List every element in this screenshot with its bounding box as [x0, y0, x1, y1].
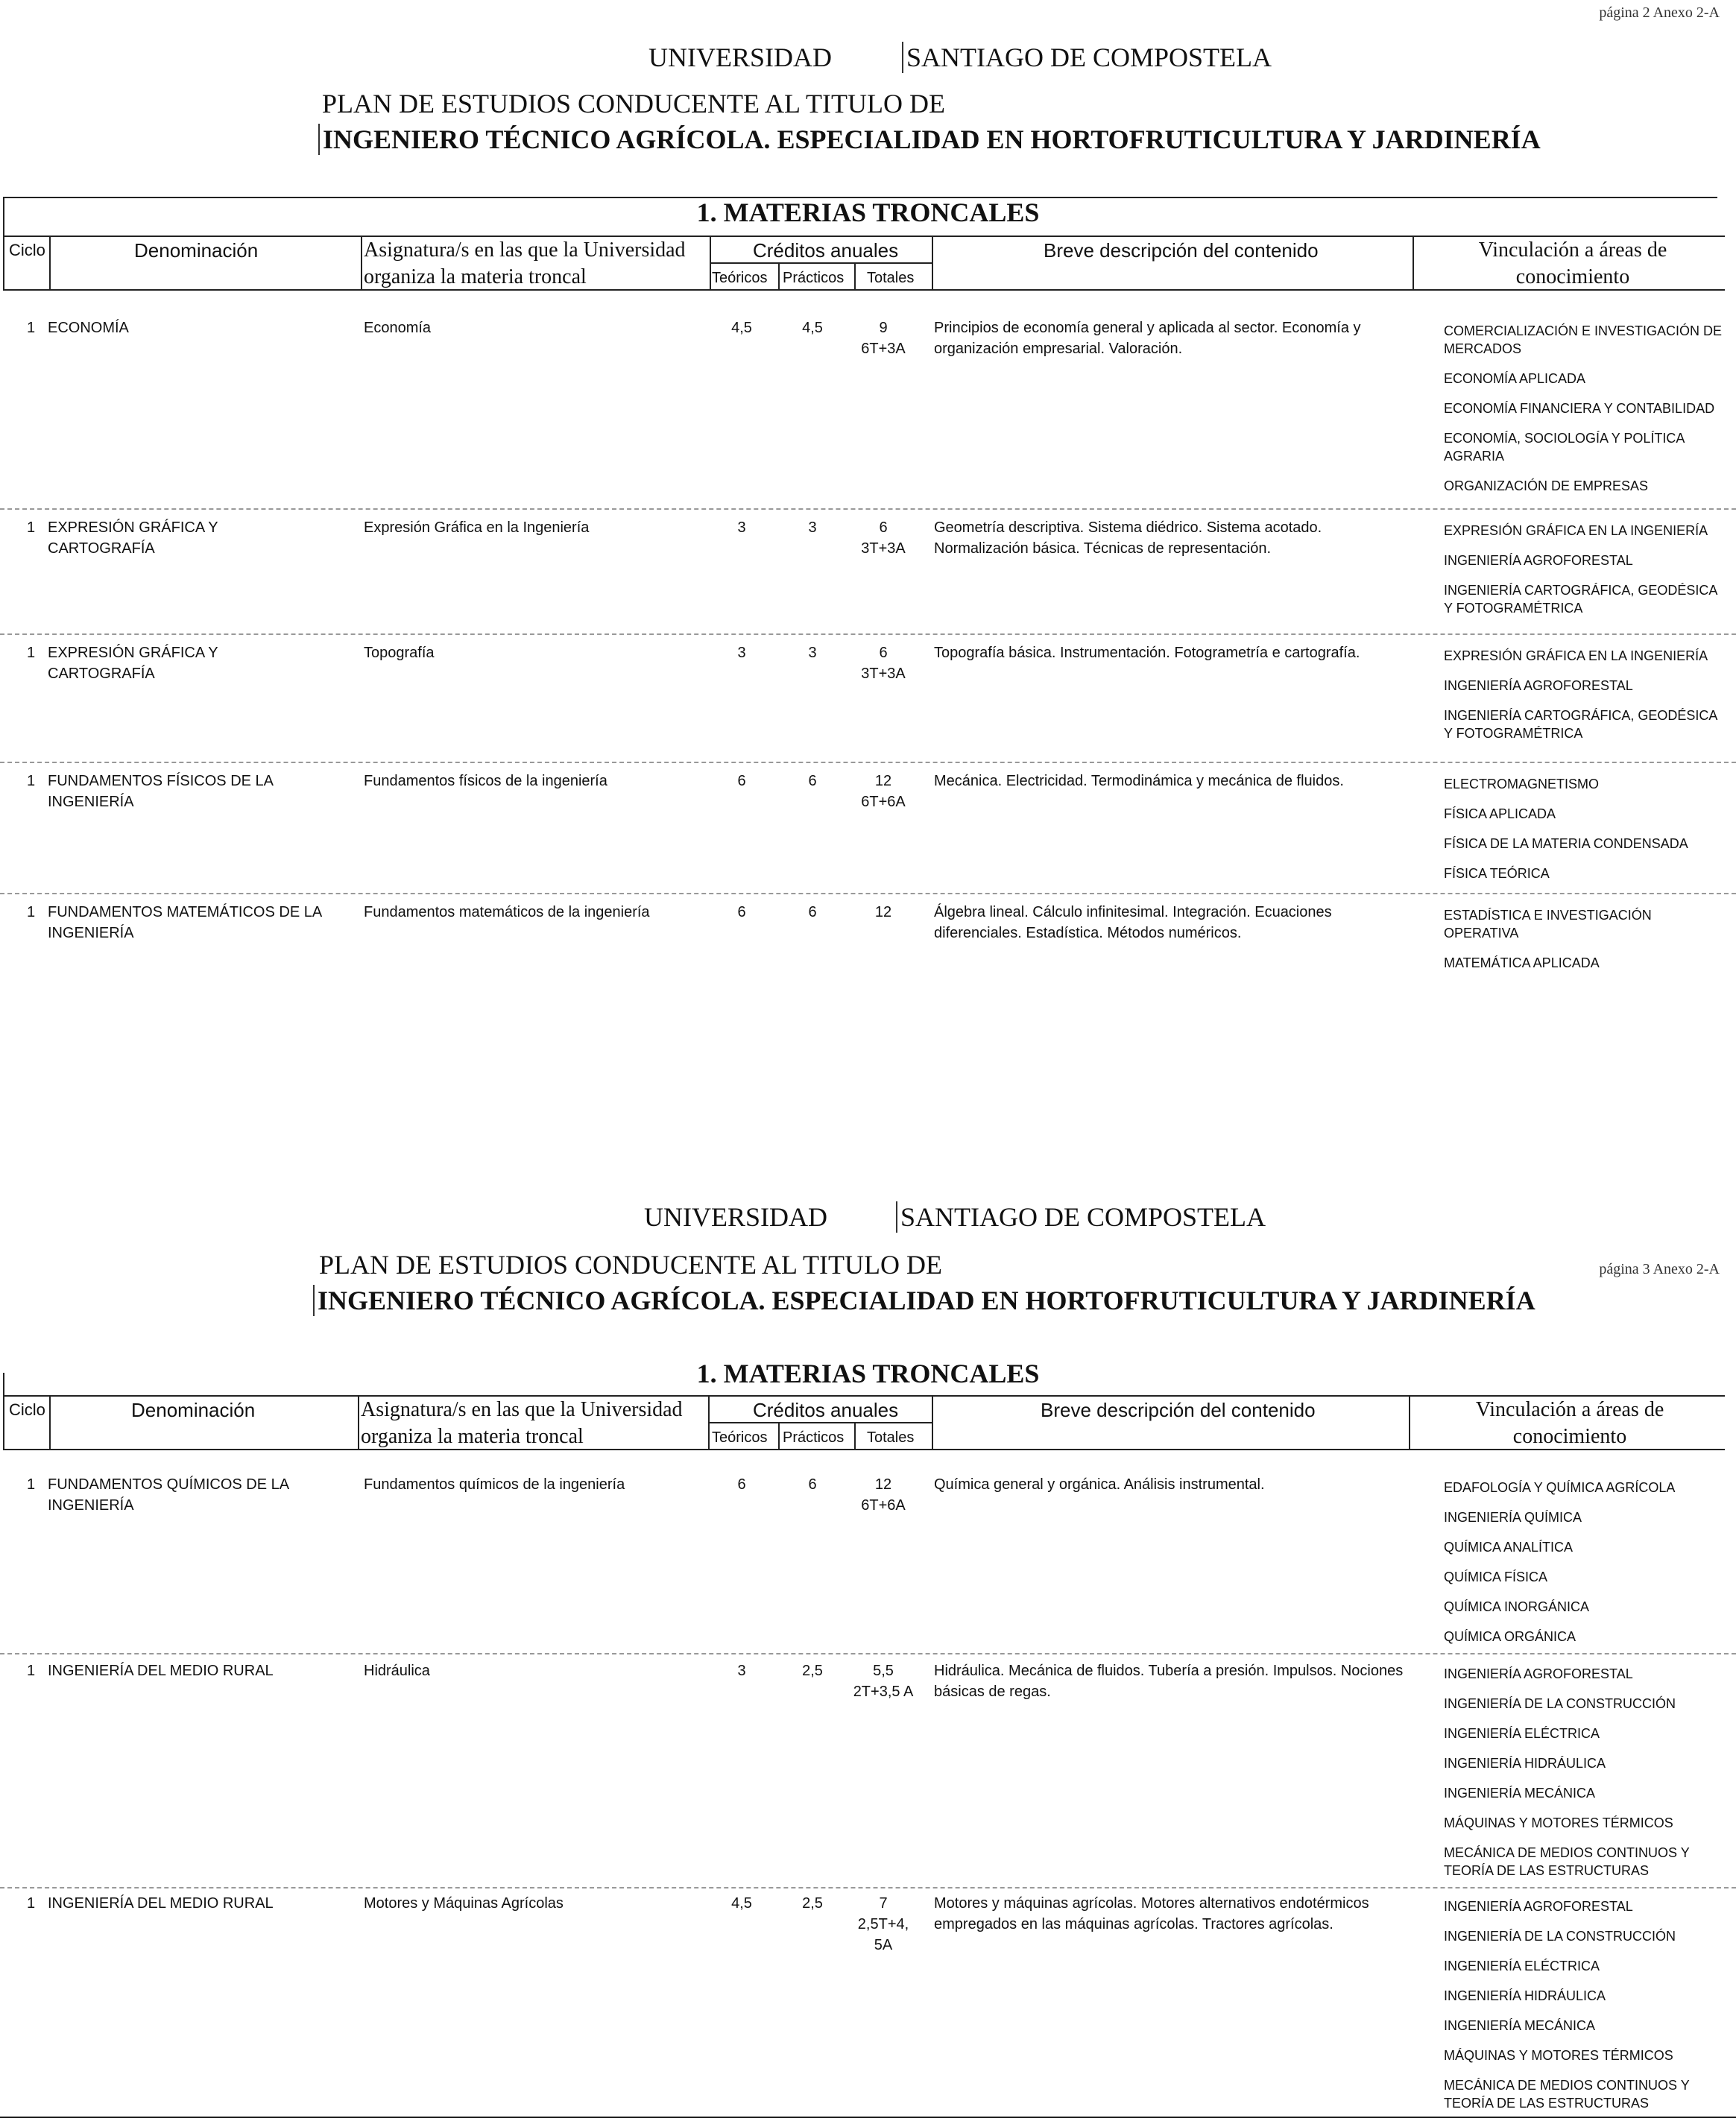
cell-areas: [1444, 322, 1727, 507]
university-label: UNIVERSIDAD: [648, 42, 832, 72]
cell-asignatura: Fundamentos físicos de la ingeniería: [364, 773, 607, 789]
col-divider: [358, 1395, 359, 1449]
cell-denominacion: INGENIERÍA DEL MEDIO RURAL: [48, 1895, 274, 1912]
area-item: COMERCIALIZACIÓN E INVESTIGACIÓN DE MERCADOS: [1444, 323, 1723, 356]
table-left-border: [3, 1373, 4, 1449]
col-divider: [932, 236, 933, 289]
page-label: página 3 Anexo 2-A: [1599, 1261, 1720, 1277]
area-item: INGENIERÍA HIDRÁULICA: [1444, 1988, 1606, 2003]
cell-descripcion: Hidráulica. Mecánica de fluidos. Tubería a presión. Impulsos. Nociones básicas de regas.: [934, 1663, 1404, 1700]
col-divider: [778, 1422, 780, 1449]
area-item: ECONOMÍA FINANCIERA Y CONTABILIDAD: [1444, 401, 1715, 416]
header-asignatura: Asignatura/s en las que la Universidad organiza la materia troncal: [361, 1398, 683, 1448]
table-top-border: [3, 197, 1717, 198]
header-practicos: Prácticos: [783, 270, 845, 286]
header-teoricos: Teóricos: [712, 1429, 768, 1446]
area-item: ELECTROMAGNETISMO: [1444, 777, 1600, 791]
area-item: FÍSICA APLICADA: [1444, 806, 1556, 821]
cell-areas: [1444, 775, 1727, 894]
area-item: INGENIERÍA AGROFORESTAL: [1444, 1899, 1633, 1914]
col-divider: [49, 1395, 51, 1449]
area-item: QUÍMICA FÍSICA: [1444, 1570, 1548, 1584]
cell-descripcion: Geometría descriptiva. Sistema diédrico. Sistema acotado. Normalización básica. Técnicas de representación.: [934, 519, 1322, 557]
area-item: MÁQUINAS Y MOTORES TÉRMICOS: [1444, 1815, 1673, 1830]
row-separator: [0, 1887, 1736, 1888]
cell-ciclo: 1: [27, 904, 36, 920]
area-item: INGENIERÍA AGROFORESTAL: [1444, 1666, 1633, 1681]
cell-totales: 12: [874, 904, 892, 920]
area-item: INGENIERÍA AGROFORESTAL: [1444, 678, 1633, 693]
area-item: MÁQUINAS Y MOTORES TÉRMICOS: [1444, 2048, 1673, 2063]
area-item: QUÍMICA ANALÍTICA: [1444, 1540, 1574, 1555]
area-item: EXPRESIÓN GRÁFICA EN LA INGENIERÍA: [1444, 523, 1708, 538]
page-bottom-border: [0, 2117, 1736, 2118]
university-label: UNIVERSIDAD: [644, 1202, 827, 1232]
area-item: INGENIERÍA HIDRÁULICA: [1444, 1756, 1606, 1771]
cell-asignatura: Hidráulica: [364, 1663, 430, 1679]
area-item: QUÍMICA INORGÁNICA: [1444, 1599, 1590, 1614]
area-item: ECONOMÍA, SOCIOLOGÍA Y POLÍTICA AGRARIA: [1444, 431, 1685, 464]
area-item: INGENIERÍA DE LA CONSTRUCCIÓN: [1444, 1696, 1676, 1711]
cell-totales: 9: [879, 320, 888, 336]
cell-areas: [1444, 906, 1727, 984]
header-totales: Totales: [867, 270, 915, 286]
area-item: INGENIERÍA MECÁNICA: [1444, 2018, 1596, 2033]
cell-totales-detalle: 6T+6A: [861, 1497, 906, 1514]
cell-totales: 12: [874, 773, 892, 789]
area-item: ECONOMÍA APLICADA: [1444, 371, 1586, 386]
cell-totales-detalle: 3T+3A: [861, 666, 906, 682]
cell-practicos: 3: [808, 519, 817, 536]
cell-totales: 5,5: [873, 1663, 894, 1679]
header-vinculacion: Vinculación a áreas de conocimiento: [1475, 1398, 1664, 1448]
row-separator: [0, 633, 1736, 635]
area-item: INGENIERÍA QUÍMICA: [1444, 1510, 1582, 1525]
cell-denominacion: EXPRESIÓN GRÁFICA Y CARTOGRAFÍA: [48, 519, 218, 557]
cell-teoricos: 6: [737, 773, 746, 789]
header-ciclo: Ciclo: [9, 1400, 45, 1419]
header-denominacion: Denominación: [134, 239, 259, 262]
header-ciclo: Ciclo: [9, 241, 45, 259]
cell-denominacion: FUNDAMENTOS FÍSICOS DE LA INGENIERÍA: [48, 773, 273, 810]
cell-ciclo: 1: [27, 1895, 36, 1912]
cell-totales-detalle: 6T+6A: [861, 794, 906, 810]
row-separator: [0, 1653, 1736, 1654]
cell-areas: [1444, 1665, 1727, 1891]
cell-asignatura: Expresión Gráfica en la Ingeniería: [364, 519, 590, 536]
cell-asignatura: Fundamentos matemáticos de la ingeniería: [364, 904, 650, 920]
cell-areas: [1444, 1897, 1727, 2124]
degree-title: INGENIERO TÉCNICO AGRÍCOLA. ESPECIALIDAD EN HORTOFRUTICULTURA Y JARDINERÍA: [313, 1285, 1535, 1316]
cell-denominacion: FUNDAMENTOS MATEMÁTICOS DE LA INGENIERÍA: [48, 904, 322, 941]
col-divider: [932, 1395, 933, 1449]
cell-totales: 12: [874, 1476, 892, 1493]
cell-descripcion: Motores y máquinas agrícolas. Motores alternativos endotérmicos empregados en las máquinas agrícolas. Tractores agrícolas.: [934, 1895, 1369, 1932]
col-divider: [1413, 236, 1414, 289]
table-left-border: [3, 197, 4, 289]
header-creditos: Créditos anuales: [753, 239, 899, 262]
cell-descripcion: Álgebra lineal. Cálculo infinitesimal. Integración. Ecuaciones diferenciales. Estadística. Métodos numéricos.: [934, 904, 1332, 941]
cell-teoricos: 3: [737, 645, 746, 661]
cell-teoricos: 4,5: [731, 1895, 752, 1912]
area-item: QUÍMICA ORGÁNICA: [1444, 1629, 1576, 1644]
row-separator: [0, 893, 1736, 894]
area-item: ORGANIZACIÓN DE EMPRESAS: [1444, 478, 1649, 493]
area-item: FÍSICA DE LA MATERIA CONDENSADA: [1444, 836, 1688, 851]
cell-descripcion: Mecánica. Electricidad. Termodinámica y mecánica de fluidos.: [934, 773, 1344, 789]
cell-ciclo: 1: [27, 320, 36, 336]
cell-ciclo: 1: [27, 645, 36, 661]
cell-teoricos: 6: [737, 904, 746, 920]
area-item: INGENIERÍA DE LA CONSTRUCCIÓN: [1444, 1929, 1676, 1944]
cell-practicos: 6: [808, 1476, 817, 1493]
cell-totales-detalle: 2T+3,5 A: [853, 1684, 914, 1700]
cell-descripcion: Principios de economía general y aplicada al sector. Economía y organización empresarial. Valoración.: [934, 320, 1361, 357]
cell-ciclo: 1: [27, 1663, 36, 1679]
row-separator: [0, 508, 1736, 510]
area-item: ESTADÍSTICA E INVESTIGACIÓN OPERATIVA: [1444, 908, 1652, 941]
cell-totales: 6: [879, 519, 888, 536]
col-divider: [49, 236, 51, 289]
cell-denominacion: INGENIERÍA DEL MEDIO RURAL: [48, 1663, 274, 1679]
row-separator: [0, 762, 1736, 763]
cell-practicos: 4,5: [802, 320, 823, 336]
col-divider: [361, 236, 362, 289]
area-item: INGENIERÍA CARTOGRÁFICA, GEODÉSICA Y FOTOGRAMÉTRICA: [1444, 708, 1717, 741]
header-descripcion: Breve descripción del contenido: [1044, 239, 1319, 262]
area-item: EDAFOLOGÍA Y QUÍMICA AGRÍCOLA: [1444, 1480, 1676, 1495]
cell-practicos: 6: [808, 904, 817, 920]
area-item: INGENIERÍA ELÉCTRICA: [1444, 1959, 1600, 1973]
header-creditos: Créditos anuales: [753, 1399, 899, 1421]
plan-title: PLAN DE ESTUDIOS CONDUCENTE AL TITULO DE: [322, 89, 945, 118]
cell-practicos: 2,5: [802, 1663, 823, 1679]
col-divider: [1409, 1395, 1410, 1449]
header-descripcion: Breve descripción del contenido: [1041, 1399, 1316, 1421]
cell-descripcion: Química general y orgánica. Análisis instrumental.: [934, 1476, 1265, 1493]
cell-totales-detalle: 2,5T+4, 5A: [857, 1916, 909, 1953]
header-practicos: Prácticos: [783, 1429, 845, 1446]
cell-totales: 7: [879, 1895, 888, 1912]
page-2: [0, 1060, 1736, 2119]
cell-denominacion: ECONOMÍA: [48, 320, 129, 336]
cell-practicos: 6: [808, 773, 817, 789]
cell-descripcion: Topografía básica. Instrumentación. Fotogrametría e cartografía.: [934, 645, 1360, 661]
cell-totales: 6: [879, 645, 888, 661]
col-divider: [854, 1422, 856, 1449]
university-name: SANTIAGO DE COMPOSTELA: [902, 42, 1272, 73]
cell-teoricos: 6: [737, 1476, 746, 1493]
cell-ciclo: 1: [27, 1476, 36, 1493]
cell-asignatura: Motores y Máquinas Agrícolas: [364, 1895, 564, 1912]
cell-ciclo: 1: [27, 519, 36, 536]
section-title: 1. MATERIAS TRONCALES: [696, 1359, 1040, 1388]
cell-totales-detalle: 6T+3A: [861, 341, 906, 357]
cell-practicos: 3: [808, 645, 817, 661]
area-item: MECÁNICA DE MEDIOS CONTINUOS Y TEORÍA DE LAS ESTRUCTURAS: [1444, 2078, 1690, 2111]
cell-asignatura: Fundamentos químicos de la ingeniería: [364, 1476, 625, 1493]
cell-teoricos: 4,5: [731, 320, 752, 336]
cell-ciclo: 1: [27, 773, 36, 789]
cell-denominacion: FUNDAMENTOS QUÍMICOS DE LA INGENIERÍA: [48, 1476, 289, 1514]
university-name: SANTIAGO DE COMPOSTELA: [896, 1201, 1266, 1233]
header-teoricos: Teóricos: [712, 270, 768, 286]
header-asignatura: Asignatura/s en las que la Universidad organiza la materia troncal: [364, 238, 686, 288]
header-denominacion: Denominación: [131, 1399, 256, 1421]
col-divider: [778, 262, 780, 289]
area-item: INGENIERÍA AGROFORESTAL: [1444, 553, 1633, 568]
area-item: MATEMÁTICA APLICADA: [1444, 955, 1600, 970]
cell-totales-detalle: 3T+3A: [861, 540, 906, 557]
page-label: página 2 Anexo 2-A: [1599, 4, 1720, 21]
header-vinculacion: Vinculación a áreas de conocimiento: [1478, 238, 1667, 288]
cell-practicos: 2,5: [802, 1895, 823, 1912]
area-item: INGENIERÍA ELÉCTRICA: [1444, 1726, 1600, 1741]
degree-title: INGENIERO TÉCNICO AGRÍCOLA. ESPECIALIDAD EN HORTOFRUTICULTURA Y JARDINERÍA: [318, 124, 1541, 155]
col-divider: [854, 262, 856, 289]
cell-areas: [1444, 1479, 1727, 1657]
area-item: FÍSICA TEÓRICA: [1444, 866, 1550, 881]
area-item: MECÁNICA DE MEDIOS CONTINUOS Y TEORÍA DE LAS ESTRUCTURAS: [1444, 1845, 1690, 1878]
plan-title: PLAN DE ESTUDIOS CONDUCENTE AL TITULO DE: [319, 1250, 942, 1280]
cell-denominacion: EXPRESIÓN GRÁFICA Y CARTOGRAFÍA: [48, 645, 218, 682]
cell-teoricos: 3: [737, 1663, 746, 1679]
cell-areas: [1444, 522, 1727, 629]
header-totales: Totales: [867, 1429, 915, 1446]
page-1: [0, 0, 1736, 1059]
cell-teoricos: 3: [737, 519, 746, 536]
area-item: INGENIERÍA MECÁNICA: [1444, 1786, 1596, 1801]
section-title: 1. MATERIAS TRONCALES: [696, 197, 1040, 227]
area-item: EXPRESIÓN GRÁFICA EN LA INGENIERÍA: [1444, 648, 1708, 663]
cell-areas: [1444, 647, 1727, 754]
cell-asignatura: Topografía: [364, 645, 435, 661]
area-item: INGENIERÍA CARTOGRÁFICA, GEODÉSICA Y FOTOGRAMÉTRICA: [1444, 583, 1717, 616]
cell-asignatura: Economía: [364, 320, 432, 336]
